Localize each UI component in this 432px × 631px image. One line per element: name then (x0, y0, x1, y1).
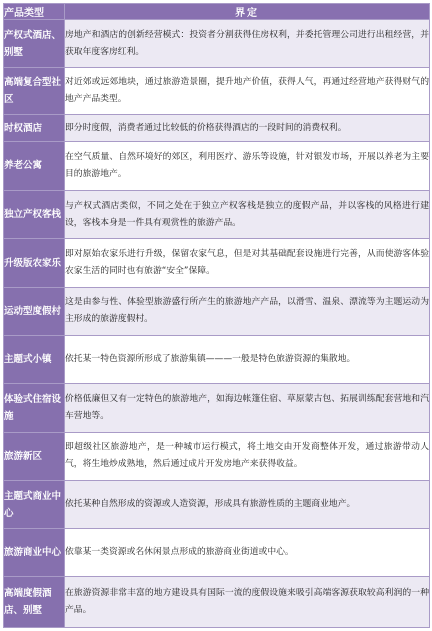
table-row (4, 432, 430, 480)
table-row (4, 141, 430, 190)
product-type-table (3, 3, 430, 628)
table-row (4, 529, 430, 577)
row-definition: 对近郊或远郊地块，通过旅游造景圈，提升地产价值，获得人气，再通过经营地产获得财气的地产产品类型。 (65, 68, 430, 115)
table-row (4, 384, 430, 432)
row-definition: 在空气质量、自然环境好的郊区，利用医疗、游乐等设施，针对银发市场，开展以养老为主要目的旅游地产。 (65, 141, 430, 190)
row-definition: 价格低廉但又有一定特色的旅游地产，如海边帐篷住宿、草原蒙古包、拓展训练配套营地和汽车营地等。 (65, 384, 430, 432)
row-type: 时权酒店 (4, 115, 65, 141)
row-type: 独立产权客栈 (4, 191, 65, 239)
table-row (4, 20, 430, 68)
row-type: 主题式商业中心 (4, 480, 65, 528)
table-row (4, 336, 430, 384)
table-row (4, 480, 430, 528)
header-row (4, 4, 430, 20)
row-definition: 这是由参与性、体验型旅游盛行所产生的旅游地产产品，以滑雪、温泉、漂流等为主题运动为主形成的旅游度假村。 (65, 287, 430, 335)
table-row (4, 68, 430, 115)
row-type: 养老公寓 (4, 141, 65, 190)
table-row (4, 577, 430, 628)
row-type: 体验式住宿设施 (4, 384, 65, 432)
table-row (4, 191, 430, 239)
row-definition: 即分时度假，消费者通过比较低的价格获得酒店的一段时间的消费权利。 (65, 115, 430, 141)
row-definition: 即超级社区旅游地产，是一种城市运行模式，将土地交由开发商整体开发，通过旅游带动人气，将生地炒成熟地，然后通过成片开发房地产来获得收益。 (65, 432, 430, 480)
header-definition: 界定 (65, 4, 430, 20)
row-definition: 依托某种自然形成的资源或人造资源，形成具有旅游性质的主题商业地产。 (65, 480, 430, 528)
row-definition: 房地产和酒店的创新经营模式：投资者分割获得住房权利，并委托管理公司进行出租经营，并获取年度客房红利。 (65, 20, 430, 68)
row-type: 旅游商业中心 (4, 529, 65, 577)
table-row (4, 239, 430, 287)
row-definition: 依托某一特色资源所形成了旅游集镇———一般是特色旅游资源的集散地。 (65, 336, 430, 384)
row-type: 产权式酒店、别墅 (4, 20, 65, 68)
row-type: 升级版农家乐 (4, 239, 65, 287)
row-type: 高端度假酒店、别墅 (4, 577, 65, 628)
table-row (4, 287, 430, 335)
row-definition: 与产权式酒店类似，不同之处在于独立产权客栈是独立的度假产品，并以客栈的风格进行建设，客栈本身是一件具有观赏性的旅游产品。 (65, 191, 430, 239)
row-definition: 即对原始农家乐进行升级，保留农家气息，但是对其基础配套设施进行完善，从而使游客体验农家生活的同时也有旅游“安全”保障。 (65, 239, 430, 287)
table-row (4, 115, 430, 141)
row-type: 旅游新区 (4, 432, 65, 480)
row-type: 主题式小镇 (4, 336, 65, 384)
header-product-type: 产品类型 (4, 4, 65, 20)
row-definition: 依靠某一类资源或名休闲景点形成的旅游商业街道或中心。 (65, 529, 430, 577)
row-definition: 在旅游资源非常丰富的地方建设具有国际一流的度假设施来吸引高端客源获取较高利润的一种产品。 (65, 577, 430, 628)
row-type: 运动型度假村 (4, 287, 65, 335)
row-type: 高端复合型社区 (4, 68, 65, 115)
